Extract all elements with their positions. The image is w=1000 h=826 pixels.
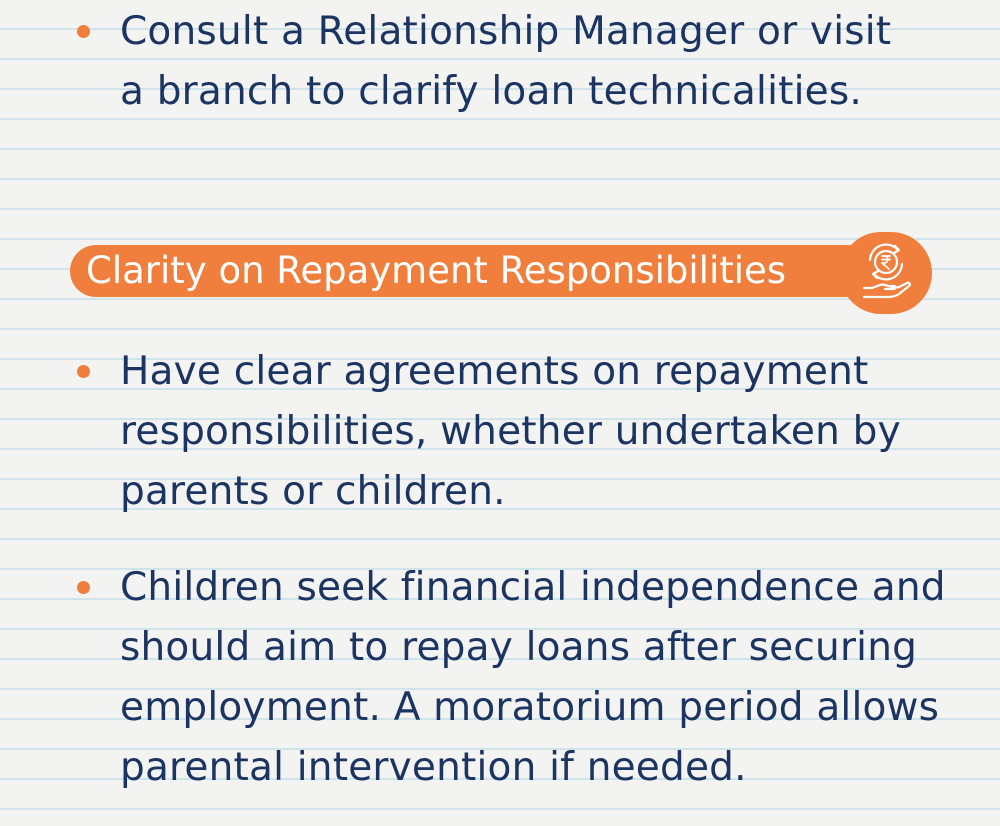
- section-icon-badge: [840, 232, 932, 314]
- bullet-line: parents or children.: [120, 469, 506, 514]
- bullet-dot-icon: [77, 581, 90, 594]
- section-title: Clarity on Repayment Responsibilities: [86, 249, 787, 292]
- bullet-line: employment. A moratorium period allows: [120, 685, 940, 730]
- bullet-line: Have clear agreements on repayment: [120, 349, 869, 394]
- bullet-line: parental intervention if needed.: [120, 745, 747, 790]
- list-item: [75, 558, 955, 798]
- bullet-line: Children seek financial independence and: [120, 565, 946, 610]
- bullet-line: Consult a Relationship Manager or visit: [120, 9, 892, 54]
- section-heading-banner: [70, 245, 920, 297]
- list-item: [75, 2, 955, 122]
- list-item: [75, 342, 955, 522]
- top-bullet-list: [75, 2, 955, 122]
- repayment-bullet-list: [75, 342, 955, 798]
- bullet-dot-icon: [77, 365, 90, 378]
- rupee-hand-icon: [858, 242, 914, 304]
- bullet-line: a branch to clarify loan technicalities.: [120, 69, 862, 114]
- bullet-line: should aim to repay loans after securing: [120, 625, 918, 670]
- bullet-line: responsibilities, whether undertaken by: [120, 409, 901, 454]
- bullet-dot-icon: [77, 25, 90, 38]
